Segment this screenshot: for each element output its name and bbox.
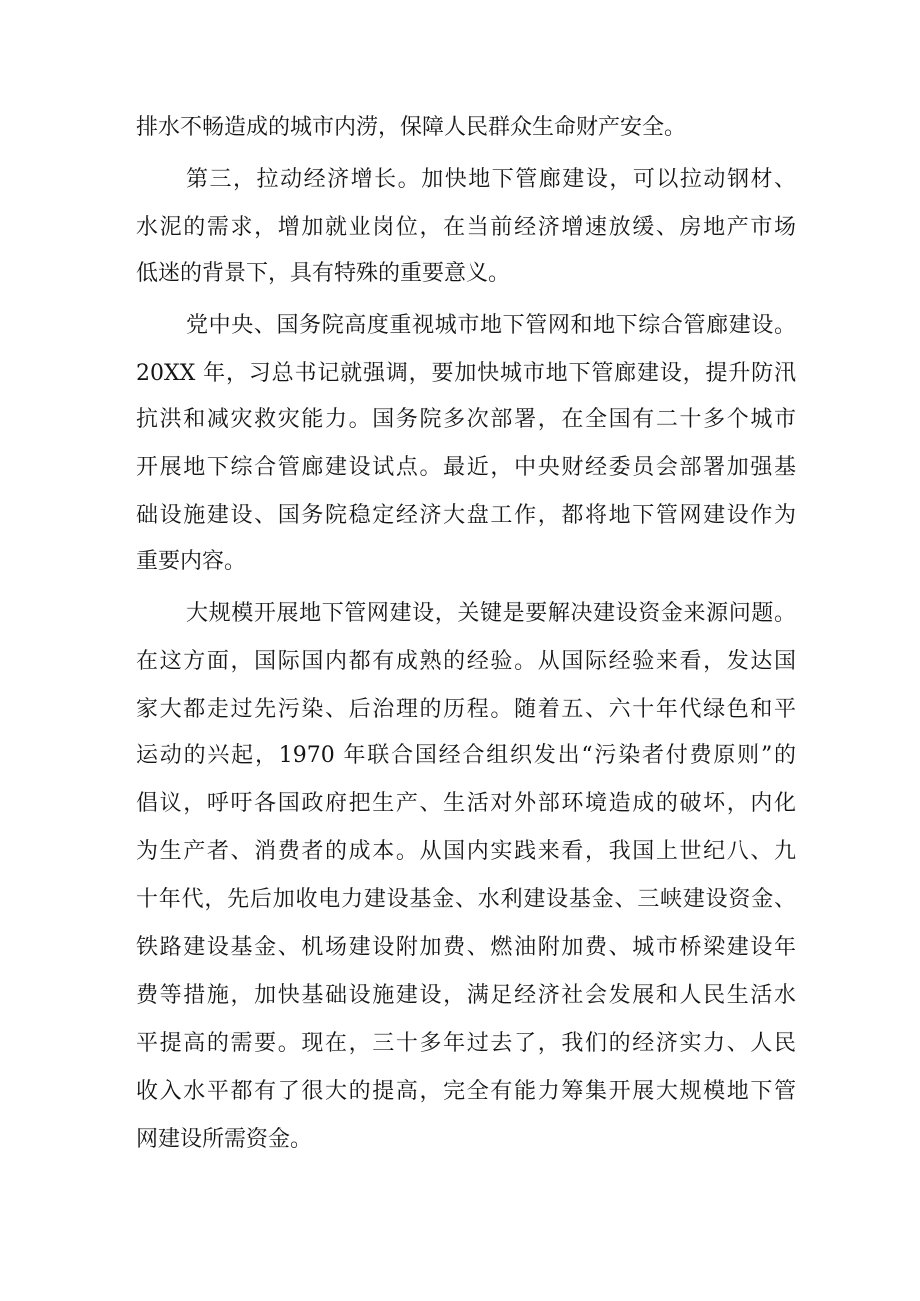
text-line: 平提高的需要。现在，三十多年过去了，我们的经济实力、人民 xyxy=(136,1031,796,1056)
text-line: 费等措施，加快基础设施建设，满足经济社会发展和人民生活水 xyxy=(136,983,796,1008)
text-line: 20XX 年，习总书记就强调，要加快城市地下管廊建设，提升防汛 xyxy=(136,361,796,386)
text-line: 低迷的背景下，具有特殊的重要意义。 xyxy=(136,261,511,286)
text-line: 础设施建设、国务院稳定经济大盘工作，都将地下管网建设作为 xyxy=(136,503,796,528)
text-line: 倡议，呼吁各国政府把生产、生活对外部环境造成的破坏，内化 xyxy=(136,791,796,816)
text-line: 水泥的需求，增加就业岗位，在当前经济增速放缓、房地产市场 xyxy=(136,215,796,240)
text-line: 党中央、国务院高度重视城市地下管网和地下综合管廊建设。 xyxy=(186,313,796,338)
text-line: 网建设所需资金。 xyxy=(136,1127,313,1152)
text-line: 第三，拉动经济增长。加快地下管廊建设，可以拉动钢材、 xyxy=(186,167,796,192)
text-line: 开展地下综合管廊建设试点。最近，中央财经委员会部署加强基 xyxy=(136,455,796,480)
text-line: 在这方面，国际国内都有成熟的经验。从国际经验来看，发达国 xyxy=(136,649,796,674)
text-line: 铁路建设基金、机场建设附加费、燃油附加费、城市桥梁建设年 xyxy=(136,935,796,960)
text-line: 大规模开展地下管网建设，关键是要解决建设资金来源问题。 xyxy=(186,601,796,626)
text-line: 排水不畅造成的城市内涝，保障人民群众生命财产安全。 xyxy=(136,115,687,140)
text-line: 为生产者、消费者的成本。从国内实践来看，我国上世纪八、九 xyxy=(136,839,796,864)
text-line: 收入水平都有了很大的提高，完全有能力筹集开展大规模地下管 xyxy=(136,1079,796,1104)
text-line: 十年代，先后加收电力建设基金、水利建设基金、三峡建设资金、 xyxy=(136,887,796,912)
text-line: 运动的兴起，1970 年联合国经合组织发出“污染者付费原则”的 xyxy=(136,743,796,768)
text-line: 重要内容。 xyxy=(136,549,247,574)
text-line: 家大都走过先污染、后治理的历程。随着五、六十年代绿色和平 xyxy=(136,697,796,722)
text-line: 抗洪和减灾救灾能力。国务院多次部署，在全国有二十多个城市 xyxy=(136,407,796,432)
